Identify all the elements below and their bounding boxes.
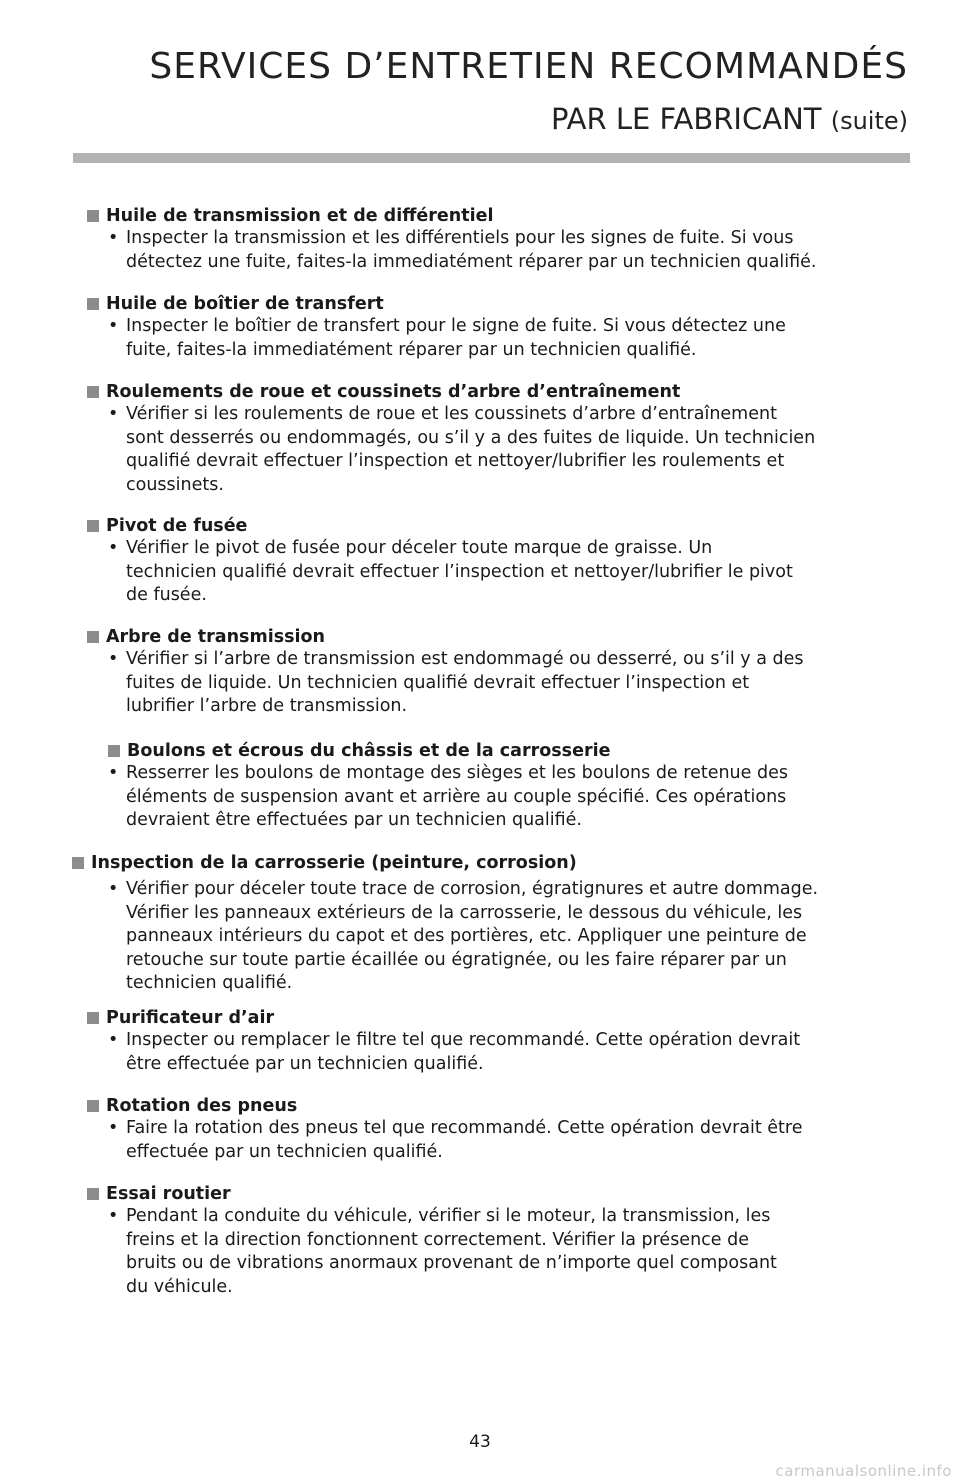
section-heading-text: Boulons et écrous du châssis et de la carrosserie xyxy=(127,741,611,761)
bullet-item xyxy=(106,1117,927,1164)
text-line: Faire la rotation des pneus tel que recommandé. Cette opération devrait être xyxy=(126,1118,803,1138)
square-bullet-icon xyxy=(87,1012,99,1024)
page-header xyxy=(0,0,960,170)
bullet-item xyxy=(106,1029,927,1076)
bullet-dot-icon: • xyxy=(108,1030,119,1050)
square-bullet-icon xyxy=(87,631,99,643)
text-line: effectuée par un technicien qualifié. xyxy=(126,1141,443,1162)
bullet-dot-icon: • xyxy=(108,404,119,424)
square-bullet-icon xyxy=(87,1188,99,1200)
section-heading xyxy=(87,205,927,227)
square-bullet-icon xyxy=(87,210,99,222)
section-heading-text: Huile de boîtier de transfert xyxy=(106,294,384,314)
bullet-item xyxy=(106,1205,927,1299)
section-heading-text: Essai routier xyxy=(106,1184,231,1204)
bullet-dot-icon: • xyxy=(108,879,119,899)
section-heading-text: Arbre de transmission xyxy=(106,627,326,647)
text-line: être effectuée par un technicien qualifié. xyxy=(126,1053,484,1074)
square-bullet-icon xyxy=(87,520,99,532)
section-heading-text: Inspection de la carrosserie (peinture, corrosion) xyxy=(91,853,577,873)
section-heading xyxy=(87,381,927,403)
text-line: lubrifier l’arbre de transmission. xyxy=(126,696,408,716)
text-line: éléments de suspension avant et arrière au couple spécifié. Ces opérations xyxy=(126,786,787,807)
text-line: Vérifier les panneaux extérieurs de la carrosserie, le dessous du véhicule, les xyxy=(126,902,803,923)
square-bullet-icon xyxy=(87,298,99,310)
section-heading xyxy=(87,626,927,648)
section-transmission-oil xyxy=(87,205,927,274)
bullet-dot-icon: • xyxy=(108,228,119,248)
page-title: SERVICES D’ENTRETIEN RECOMMANDÉS xyxy=(149,46,908,87)
text-line: technicien qualifié devrait effectuer l’inspection et nettoyer/lubrifier le pivot xyxy=(126,561,793,582)
bullet-dot-icon: • xyxy=(108,1206,119,1226)
subtitle-text: PAR LE FABRICANT xyxy=(550,102,822,136)
text-line: détectez une fuite, faites-la immediatément réparer par un technicien qualifié. xyxy=(126,251,817,272)
section-air-purifier xyxy=(87,1007,927,1076)
subtitle-suite: (suite) xyxy=(830,107,908,135)
bullet-item xyxy=(106,648,927,719)
bullet-dot-icon: • xyxy=(108,1118,119,1138)
text-line: de fusée. xyxy=(126,585,207,605)
bullet-dot-icon: • xyxy=(108,316,119,336)
text-line: technicien qualifié. xyxy=(126,973,293,993)
text-line: Pendant la conduite du véhicule, vérifier si le moteur, la transmission, les xyxy=(126,1206,771,1226)
square-bullet-icon xyxy=(87,386,99,398)
bullet-item xyxy=(106,878,927,996)
section-body-inspection xyxy=(87,852,927,996)
text-line: Inspecter la transmission et les différentiels pour les signes de fuite. Si vous xyxy=(126,228,794,248)
section-heading-text: Pivot de fusée xyxy=(106,516,248,536)
section-heading xyxy=(87,1095,927,1117)
section-wheel-bearings xyxy=(87,381,927,497)
text-line: Inspecter le boîtier de transfert pour le signe de fuite. Si vous détectez une xyxy=(126,316,786,336)
text-line: bruits ou de vibrations anormaux provenant de n’importe quel composant xyxy=(126,1253,777,1273)
text-line: panneaux intérieurs du capot et des portières, etc. Appliquer une peinture de xyxy=(126,926,807,946)
bullet-dot-icon: • xyxy=(108,538,119,558)
bullet-item xyxy=(106,227,927,274)
section-tire-rotation xyxy=(87,1095,927,1164)
section-heading xyxy=(87,1007,927,1029)
page-number: 43 xyxy=(469,1432,491,1452)
section-road-test xyxy=(87,1183,927,1299)
section-chassis-bolts xyxy=(87,740,927,833)
section-heading-text: Roulements de roue et coussinets d’arbre d’entraînement xyxy=(106,382,681,402)
bullet-item xyxy=(106,762,927,833)
section-heading xyxy=(87,1183,927,1205)
section-heading-text: Huile de transmission et de différentiel xyxy=(106,206,494,226)
bullet-dot-icon: • xyxy=(108,649,119,669)
text-line: Resserrer les boulons de montage des sièges et les boulons de retenue des xyxy=(126,763,788,783)
watermark: carmanualsonline.info xyxy=(775,1462,952,1480)
text-line: fuite, faites-la immediatément réparer par un technicien qualifié. xyxy=(126,339,697,360)
bullet-item xyxy=(106,315,927,362)
section-drive-shaft xyxy=(87,626,927,719)
text-line: Vérifier si l’arbre de transmission est endommagé ou desserré, ou s’il y a des xyxy=(126,649,804,669)
section-heading xyxy=(108,740,927,762)
section-heading-text: Purificateur d’air xyxy=(106,1008,275,1028)
bullet-dot-icon: • xyxy=(108,763,119,783)
square-bullet-icon xyxy=(108,745,120,757)
section-heading xyxy=(87,293,927,315)
square-bullet-icon xyxy=(87,1100,99,1112)
section-heading-text: Rotation des pneus xyxy=(106,1096,298,1116)
text-line: Vérifier pour déceler toute trace de corrosion, égratignures et autre dommage. xyxy=(126,879,819,899)
text-line: Inspecter ou remplacer le filtre tel que recommandé. Cette opération devrait xyxy=(126,1030,801,1050)
square-bullet-icon xyxy=(72,857,84,869)
text-line: Vérifier si les roulements de roue et les coussinets d’arbre d’entraînement xyxy=(126,404,777,424)
text-line: Vérifier le pivot de fusée pour déceler toute marque de graisse. Un xyxy=(126,538,713,558)
header-divider xyxy=(73,153,910,163)
section-heading xyxy=(72,852,927,874)
bullet-item xyxy=(106,403,927,497)
section-transfer-case-oil xyxy=(87,293,927,362)
text-line: qualifié devrait effectuer l’inspection et nettoyer/lubrifier les roulements et xyxy=(126,451,785,471)
text-line: sont desserrés ou endommagés, ou s’il y a des fuites de liquide. Un technicien xyxy=(126,427,816,448)
text-line: retouche sur toute partie écaillée ou égratignée, ou les faire réparer par un xyxy=(126,949,787,970)
section-steering-knuckle xyxy=(87,515,927,608)
text-line: devraient être effectuées par un technicien qualifié. xyxy=(126,810,582,830)
page-subtitle xyxy=(551,102,908,136)
section-heading xyxy=(87,515,927,537)
text-line: fuites de liquide. Un technicien qualifié devrait effectuer l’inspection et xyxy=(126,672,750,693)
text-line: du véhicule. xyxy=(126,1276,233,1297)
text-line: coussinets. xyxy=(126,474,224,495)
bullet-item xyxy=(106,537,927,608)
text-line: freins et la direction fonctionnent correctement. Vérifier la présence de xyxy=(126,1229,749,1250)
